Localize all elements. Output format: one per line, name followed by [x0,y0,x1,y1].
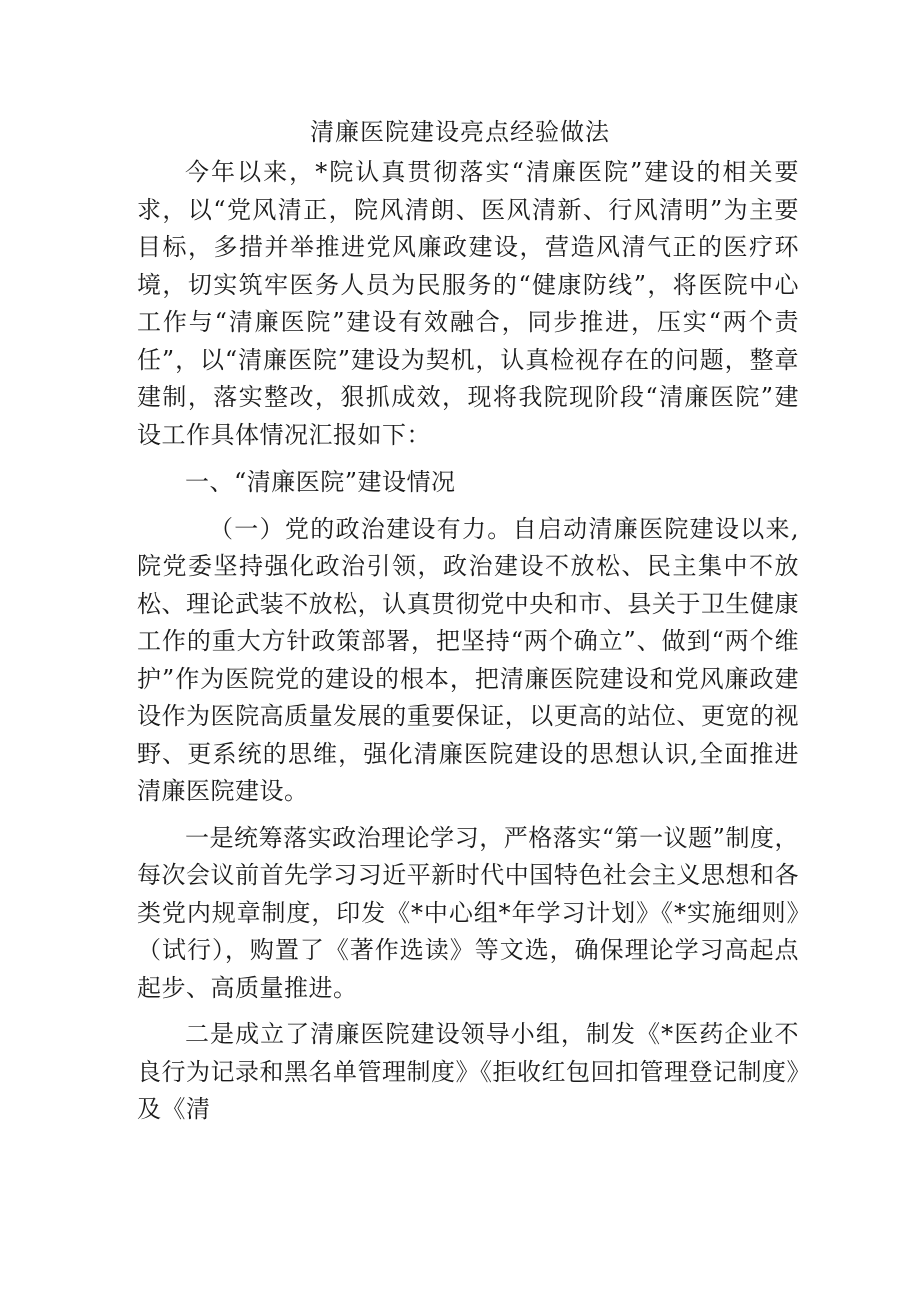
point-two-paragraph: 二是成立了清廉医院建设领导小组，制发《*医药企业不良行为记录和黑名单管理制度》《拒收红包回扣管理登记制度》及《清 [137,1020,799,1123]
section-heading: 一、“清廉医院”建设情况 [185,468,456,496]
document-body [137,154,799,1129]
intro-paragraph: 今年以来，*院认真贯彻落实“清廉医院”建设的相关要求，以“党风清正，院风清朗、医风清新、行风清明”为主要目标，多措并举推进党风廉政建设，营造风清气正的医疗环境，切实筑牢医务人员为民服务的“健康防线”，将医院中心工作与“清廉医院”建设有效融合，同步推进，压实“两个责任”，以“清廉医院”建设为契机，认真检视存在的问题，整章建制，落实整改，狠抓成效，现将我院现阶段“清廉医院”建设工作具体情况汇报如下： [137,158,799,449]
subsection-paragraph: （一）党的政治建设有力。自启动清廉医院建设以来,院党委坚持强化政治引领，政治建设不放松、民主集中不放松、理论武装不放松，认真贯彻党中央和市、县关于卫生健康工作的重大方针政策部署，把坚持“两个确立”、做到“两个维护”作为医院党的建设的根本，把清廉医院建设和党风廉政建设作为医院高质量发展的重要保证，以更高的站位、更宽的视野、更系统的思维，强化清廉医院建设的思想认识,全面推进清廉医院建设。 [137,514,799,805]
point-one-paragraph: 一是统筹落实政治理论学习，严格落实“第一议题”制度，每次会议前首先学习习近平新时代中国特色社会主义思想和各类党内规章制度，印发《*中心组*年学习计划》《*实施细则》（试行），购置了《著作选读》等文选，确保理论学习高起点起步、高质量推进。 [137,823,799,1002]
document-title: 清廉医院建设亮点经验做法 [310,118,610,146]
